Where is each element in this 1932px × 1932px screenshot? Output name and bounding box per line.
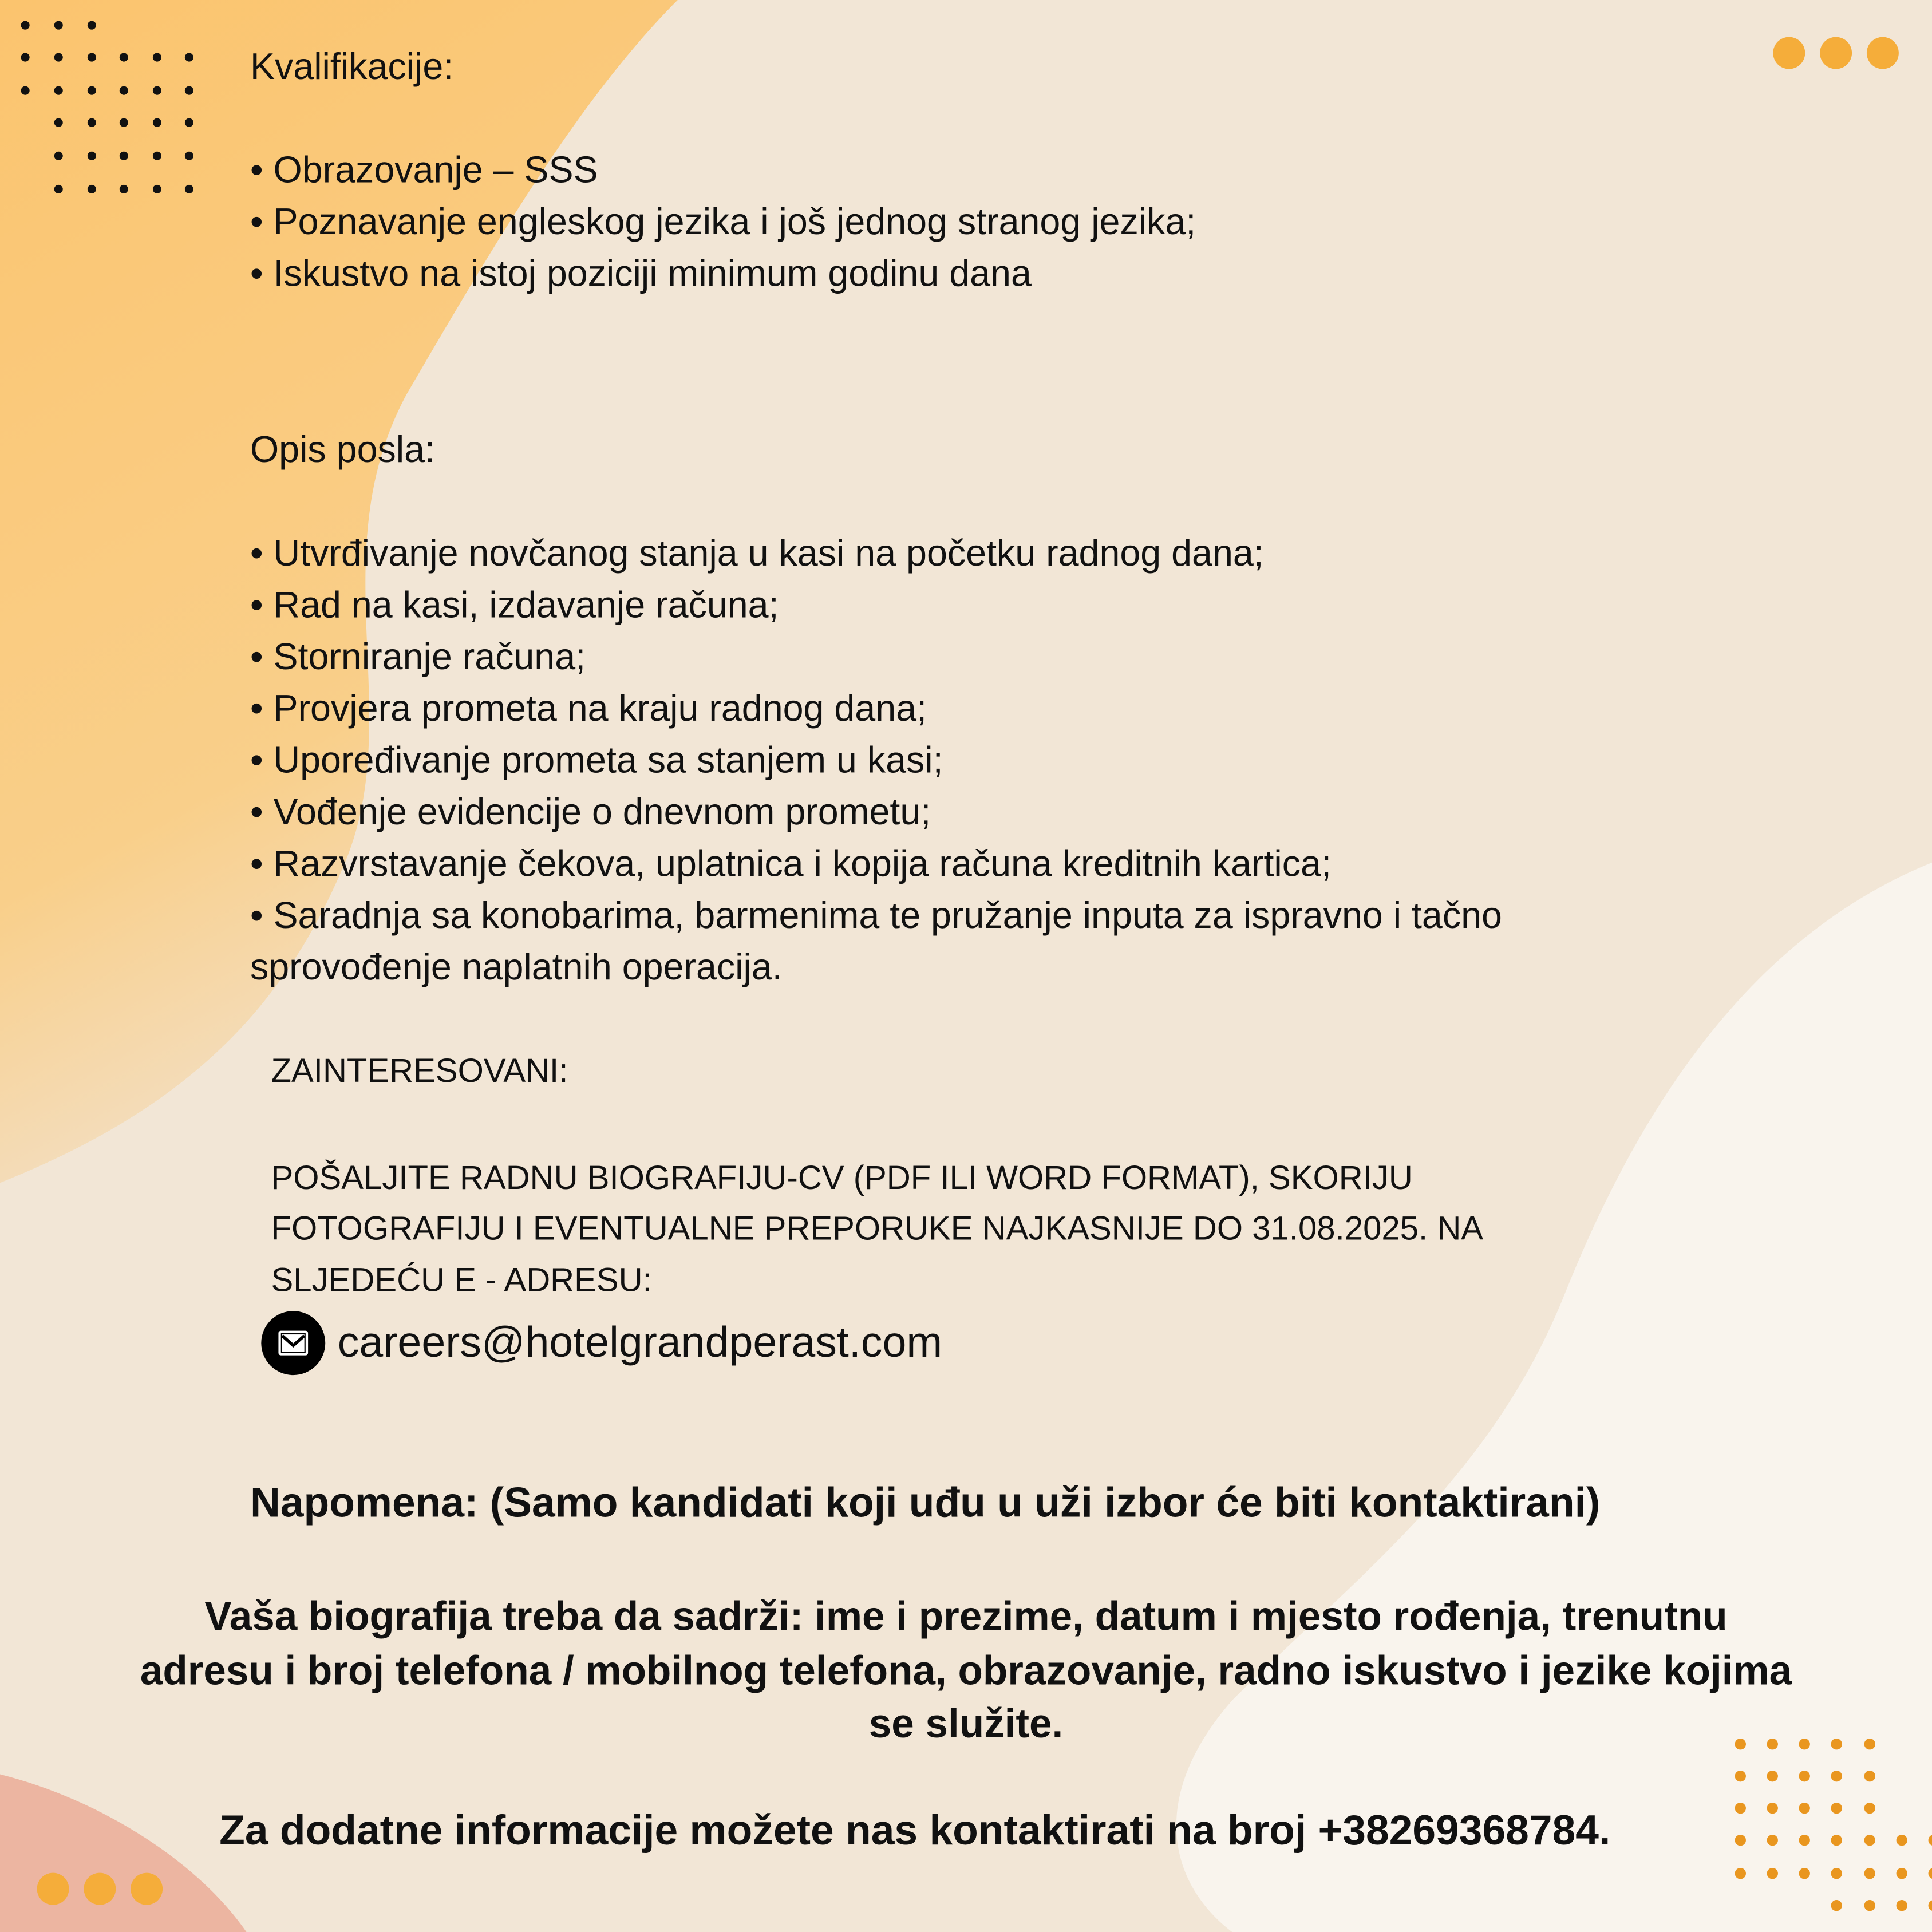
- black-dot: [119, 86, 128, 94]
- job-item: • Provjera prometa na kraju radnog dana;: [250, 689, 927, 730]
- orange-dot: [1864, 1803, 1875, 1814]
- white-blob: [1176, 863, 1932, 1932]
- orange-dot: [1735, 1867, 1745, 1878]
- orange-dot: [1735, 1771, 1745, 1781]
- email-link[interactable]: careers@hotelgrandperast.com: [337, 1318, 943, 1367]
- black-dot: [87, 152, 96, 160]
- envelope-icon: [260, 1310, 326, 1376]
- orange-circle: [37, 1873, 69, 1905]
- black-dot: [184, 152, 193, 160]
- black-dot: [119, 152, 128, 160]
- apply-heading: ZAINTERESOVANI:: [271, 1052, 568, 1089]
- job-description-heading: Opis posla:: [250, 430, 435, 471]
- job-item: • Rad na kasi, izdavanje računa;: [250, 585, 779, 626]
- black-dot: [21, 86, 29, 94]
- orange-dot: [1864, 1867, 1875, 1878]
- orange-dot: [1799, 1867, 1810, 1878]
- job-item: sprovođenje naplatnih operacija.: [250, 947, 783, 989]
- job-item: • Razvrstavanje čekova, uplatnica i kopija računa kreditnih kartica;: [250, 844, 1332, 885]
- black-dot: [54, 86, 62, 94]
- orange-dot: [1767, 1867, 1777, 1878]
- note-text: Napomena: (Samo kandidati koji uđu u uži izbor će biti kontaktirani): [250, 1480, 1601, 1527]
- apply-line: SLJEDEĆU E - ADRESU:: [271, 1262, 652, 1299]
- qualification-item: • Obrazovanje – SSS: [250, 150, 598, 191]
- black-dot: [184, 86, 193, 94]
- pink-blob: [0, 1774, 246, 1932]
- cv-requirements-line: se služite.: [868, 1700, 1064, 1746]
- job-item: • Upoređivanje prometa sa stanjem u kasi;: [250, 740, 943, 781]
- orange-dot: [1897, 1867, 1907, 1878]
- job-item: • Utvrđivanje novčanog stanja u kasi na početku radnog dana;: [250, 533, 1264, 575]
- black-dot: [54, 152, 62, 160]
- contact-text: Za dodatne informacije možete nas kontaktirati na broj +38269368784.: [219, 1807, 1611, 1855]
- black-dot: [87, 86, 96, 94]
- orange-circle: [1820, 37, 1852, 69]
- orange-dot: [1897, 1900, 1907, 1911]
- orange-circle: [1867, 37, 1899, 69]
- cv-requirements-line: adresu i broj telefona / mobilnog telefona, obrazovanje, radno iskustvo i jezike kojima: [140, 1647, 1792, 1693]
- qualifications-heading: Kvalifikacije:: [250, 46, 454, 88]
- orange-dot: [1864, 1771, 1875, 1781]
- job-item: • Vođenje evidencije o dnevnom prometu;: [250, 792, 931, 833]
- orange-dot: [1767, 1803, 1777, 1814]
- job-item: • Storniranje računa;: [250, 637, 586, 678]
- orange-dot: [1767, 1771, 1777, 1781]
- orange-circle: [131, 1873, 163, 1905]
- orange-circle: [84, 1873, 116, 1905]
- orange-circle: [1773, 37, 1805, 69]
- orange-dot: [1799, 1771, 1810, 1781]
- orange-dot: [1864, 1900, 1875, 1911]
- black-dot: [152, 152, 161, 160]
- qualification-item: • Poznavanje engleskog jezika i još jednog stranog jezika;: [250, 202, 1196, 243]
- qualification-item: • Iskustvo na istoj poziciji minimum godinu dana: [250, 254, 1032, 295]
- black-dot: [152, 86, 161, 94]
- cv-requirements-line: Vaša biografija treba da sadrži: ime i prezime, datum i mjesto rođenja, trenutnu: [204, 1593, 1728, 1639]
- apply-line: POŠALJITE RADNU BIOGRAFIJU-CV (PDF ILI WORD FORMAT), SKORIJU: [271, 1159, 1413, 1196]
- apply-line: FOTOGRAFIJU I EVENTUALNE PREPORUKE NAJKASNIJE DO 31.08.2025. NA: [271, 1210, 1484, 1247]
- orange-dot: [1929, 1867, 1932, 1878]
- job-item: • Saradnja sa konobarima, barmenima te pružanje inputa za ispravno i tačno: [250, 895, 1502, 937]
